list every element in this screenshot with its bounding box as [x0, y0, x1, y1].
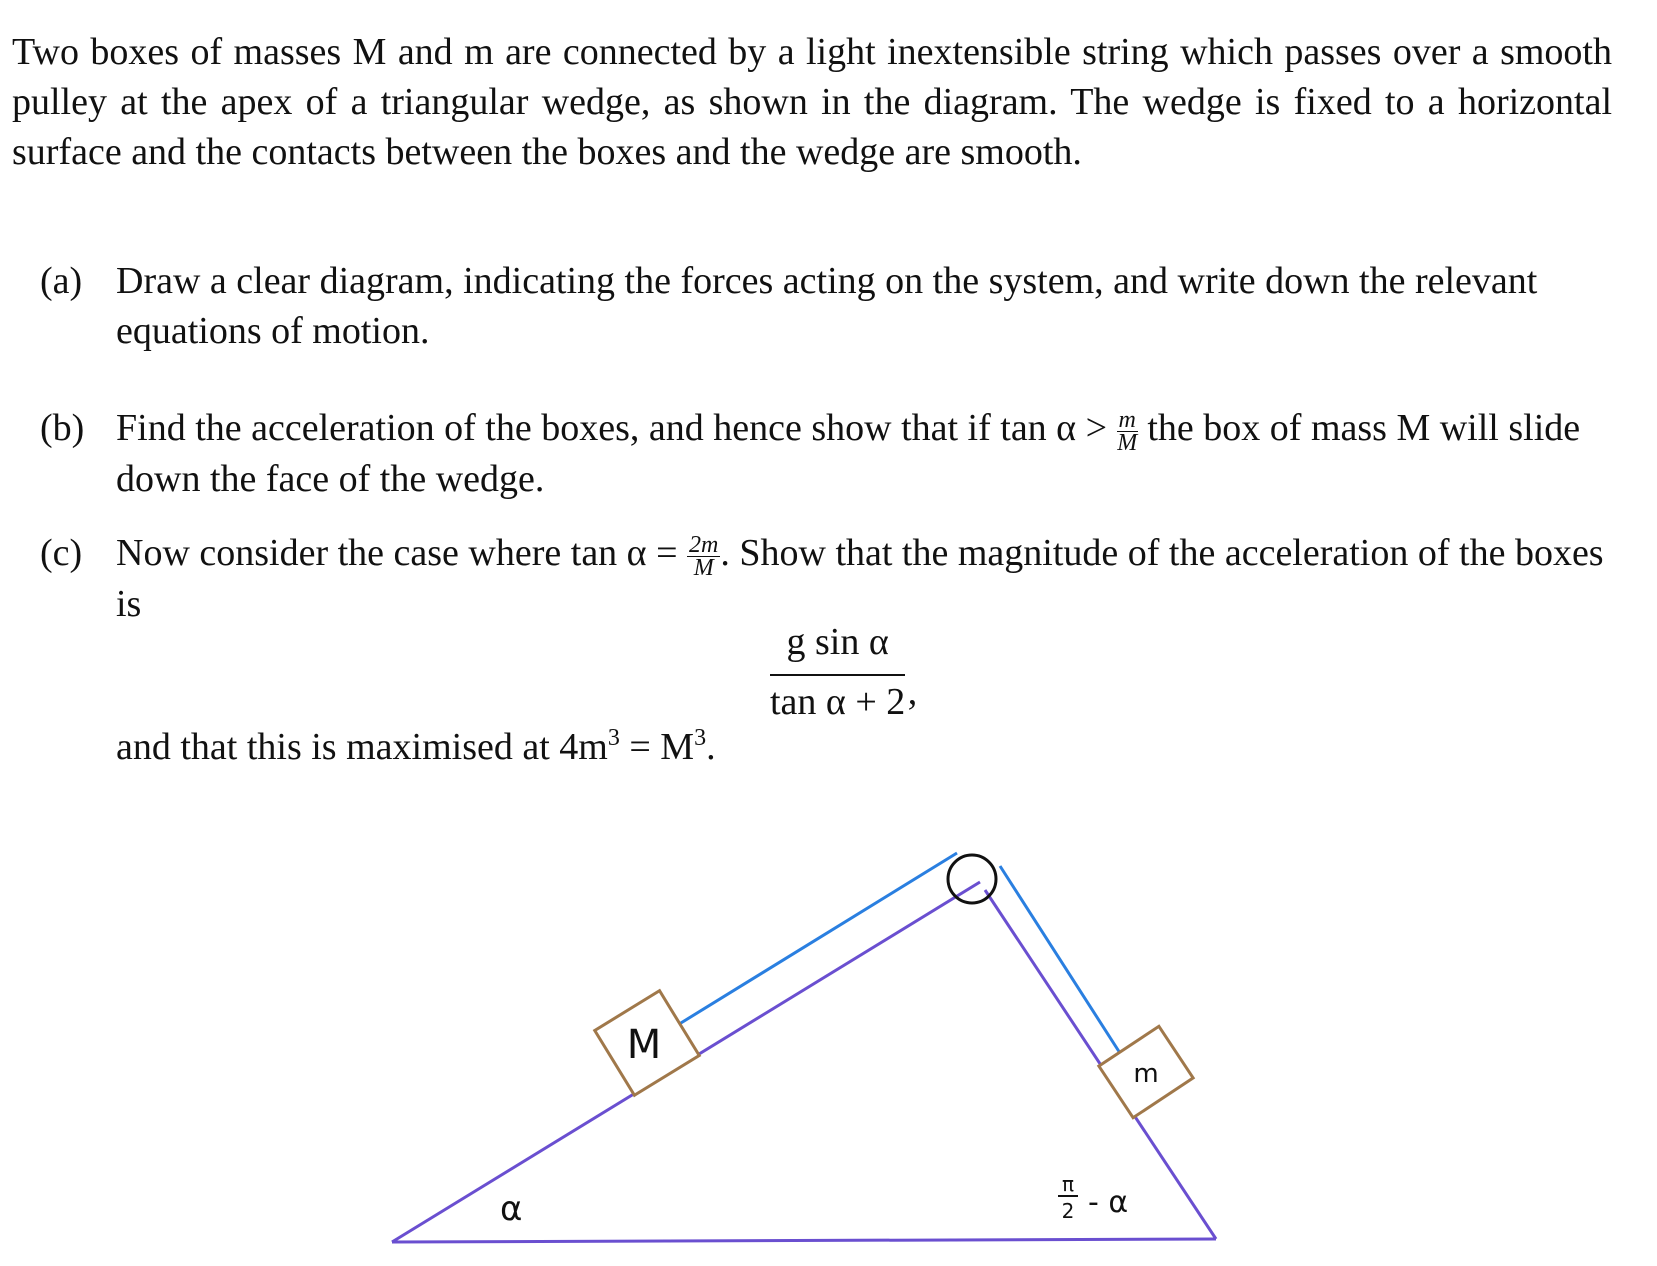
string-left-segment — [676, 853, 957, 1026]
formula-denominator: tan α + 2 — [770, 681, 906, 723]
box-big-mass-label: M — [626, 1022, 662, 1068]
part-c — [40, 528, 1610, 629]
tail-end: . — [706, 726, 716, 768]
problem-intro: Two boxes of masses M and m are connected by a light inextensible string which passes over a smooth pulley at the apex of a triangular wedge, as shown in the diagram. The wedge is fixed to a horizontal surface and the contacts between the boxes and the wedge are smooth. — [12, 31, 1612, 173]
part-b-text-before: Find the acceleration of the boxes, and hence show that if tan α > — [116, 407, 1108, 449]
maximisation-condition — [116, 722, 716, 772]
part-c-body — [116, 528, 1610, 629]
part-c-fraction — [687, 531, 720, 581]
acceleration-formula — [770, 618, 918, 728]
part-b-frac-den: M — [1117, 429, 1138, 456]
angle-right-rest: - α — [1088, 1185, 1129, 1220]
formula-numerator: g sin α — [770, 618, 905, 676]
tail-text: and that this is maximised at 4m — [116, 726, 608, 768]
tail-exp2: 3 — [694, 725, 707, 751]
pulley-icon — [948, 855, 996, 903]
part-a-label: (a) — [40, 260, 83, 302]
tail-exp1: 3 — [607, 725, 620, 751]
part-a-text: Draw a clear diagram, indicating the forces acting on the system, and write down the relevant equations of motion. — [116, 260, 1538, 352]
part-b — [40, 403, 1610, 504]
angle-right-two: 2 — [1061, 1199, 1075, 1223]
part-c-frac-den: M — [693, 554, 714, 581]
part-b-fraction — [1117, 406, 1138, 456]
part-b-text-after: the box of mass M will slide down the face of the wedge. — [116, 407, 1581, 500]
wedge-diagram — [0, 820, 1657, 1266]
tail-mid: = M — [619, 726, 695, 768]
part-c-text-before: Now consider the case where tan α = — [116, 532, 678, 574]
part-c-text-after: . Show that the magnitude of the acceleration of the boxes is — [116, 532, 1604, 625]
wedge-base — [392, 1239, 1216, 1242]
angle-alpha-label: α — [500, 1189, 523, 1229]
part-b-frac-num: m — [1118, 406, 1136, 433]
part-a — [40, 256, 1610, 356]
formula-comma: , — [907, 671, 918, 713]
string-right-segment — [1000, 866, 1127, 1064]
part-b-label: (b) — [40, 407, 85, 449]
part-c-frac-num: 2m — [689, 531, 719, 558]
part-b-body — [116, 403, 1610, 504]
angle-right-pi: π — [1061, 1172, 1075, 1196]
box-small-mass-label: m — [1133, 1059, 1159, 1089]
part-c-label: (c) — [40, 532, 83, 574]
